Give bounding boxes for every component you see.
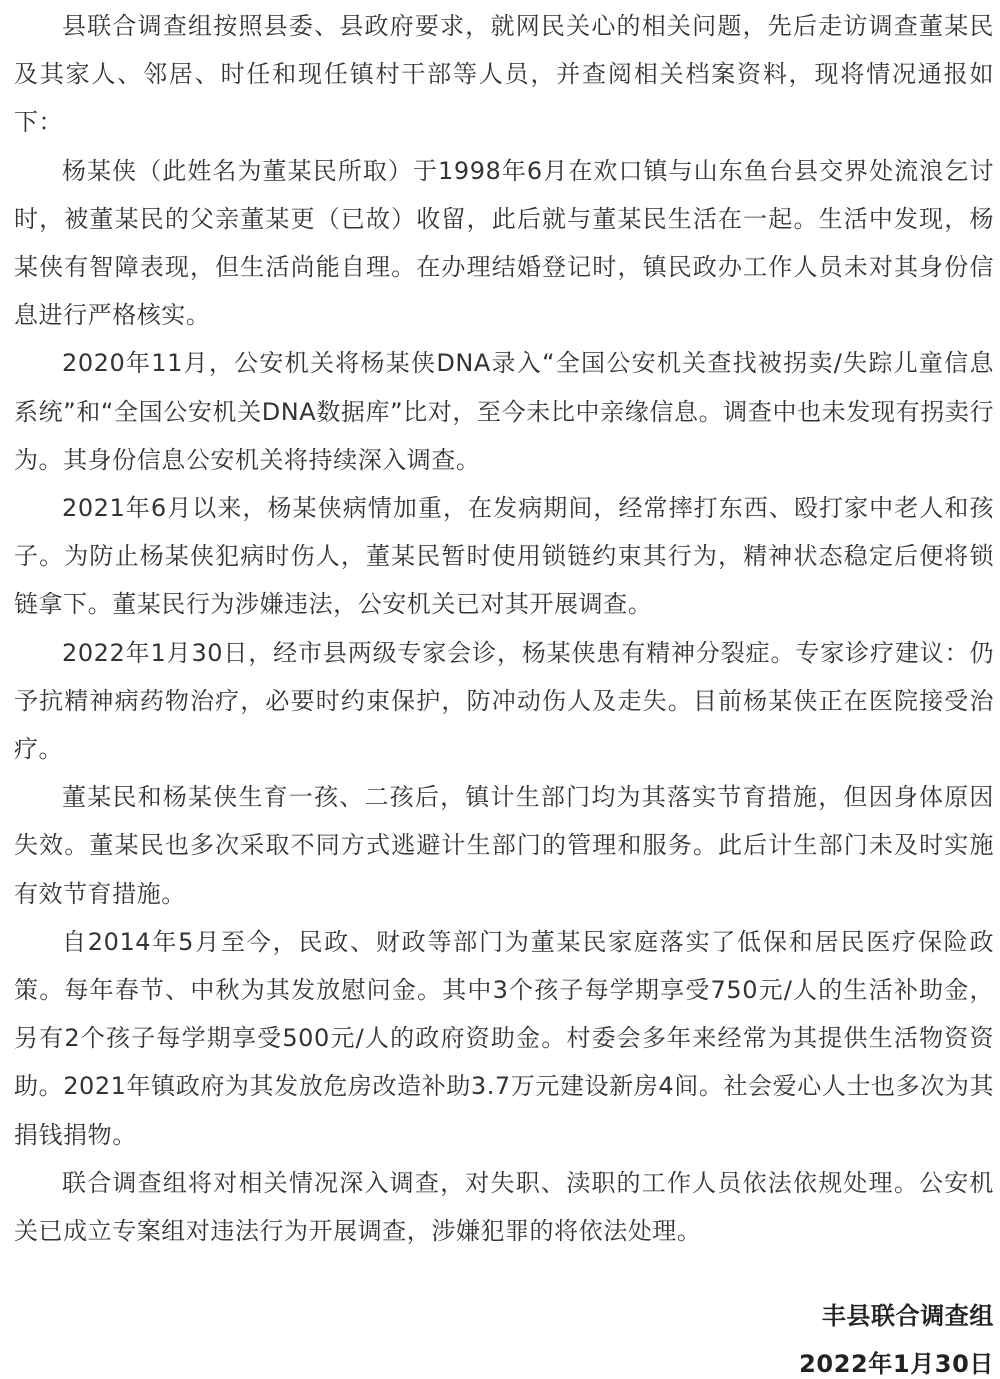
paragraph-restraint: 2021年6月以来，杨某侠病情加重，在发病期间，经常摔打东西、殴打家中老人和孩子。为防止杨某侠犯病时伤人，董某民暂时使用锁链约束其行为，精神状态稳定后便将锁链拿下。董某民行为涉嫌违法，公安机关已对其开展调查。: [14, 494, 994, 619]
announcement-body: [14, 2, 994, 1255]
paragraph-assistance: 自2014年5月至今，民政、财政等部门为董某民家庭落实了低保和居民医疗保险政策。每年春节、中秋为其发放慰问金。其中3个孩子每学期享受750元/人的生活补助金，另有2个孩子每学期享受500元/人的政府资助金。村委会多年来经常为其提供生活物资资助。2021年镇政府为其发放危房改造补助3.7万元建设新房4间。社会爱心人士也多次为其捐钱捐物。: [14, 927, 994, 1149]
signature-organization: 丰县联合调查组: [821, 1302, 994, 1330]
paragraph-background: 杨某侠（此姓名为董某民所取）于1998年6月在欢口镇与山东鱼台县交界处流浪乞讨时，被董某民的父亲董某更（已故）收留，此后就与董某民生活在一起。生活中发现，杨某侠有智障表现，但生活尚能自理。在办理结婚登记时，镇民政办工作人员未对其身份信息进行严格核实。: [14, 156, 994, 330]
paragraph-family-planning: 董某民和杨某侠生育一孩、二孩后，镇计生部门均为其落实节育措施，但因身体原因失效。董某民也多次采取不同方式逃避计生部门的管理和服务。此后计生部门未及时实施有效节育措施。: [14, 783, 994, 908]
paragraph-conclusion: 联合调查组将对相关情况深入调查，对失职、渎职的工作人员依法依规处理。公安机关已成立专案组对违法行为开展调查，涉嫌犯罪的将依法处理。: [14, 1168, 994, 1246]
signature-date: 2022年1月30日: [799, 1350, 994, 1378]
paragraph-diagnosis: 2022年1月30日，经市县两级专家会诊，杨某侠患有精神分裂症。专家诊疗建议：仍予抗精神病药物治疗，必要时约束保护，防冲动伤人及走失。目前杨某侠正在医院接受治疗。: [14, 638, 994, 764]
paragraph-dna-check: 2020年11月，公安机关将杨某侠DNA录入“全国公安机关查找被拐卖/失踪儿童信息系统”和“全国公安机关DNA数据库”比对，至今未比中亲缘信息。调查中也未发现有拐卖行为。其身份信息公安机关将持续深入调查。: [14, 349, 994, 474]
paragraph-intro: 县联合调查组按照县委、县政府要求，就网民关心的相关问题，先后走访调查董某民及其家人、邻居、时任和现任镇村干部等人员，并查阅相关档案资料，现将情况通报如下：: [14, 12, 994, 137]
